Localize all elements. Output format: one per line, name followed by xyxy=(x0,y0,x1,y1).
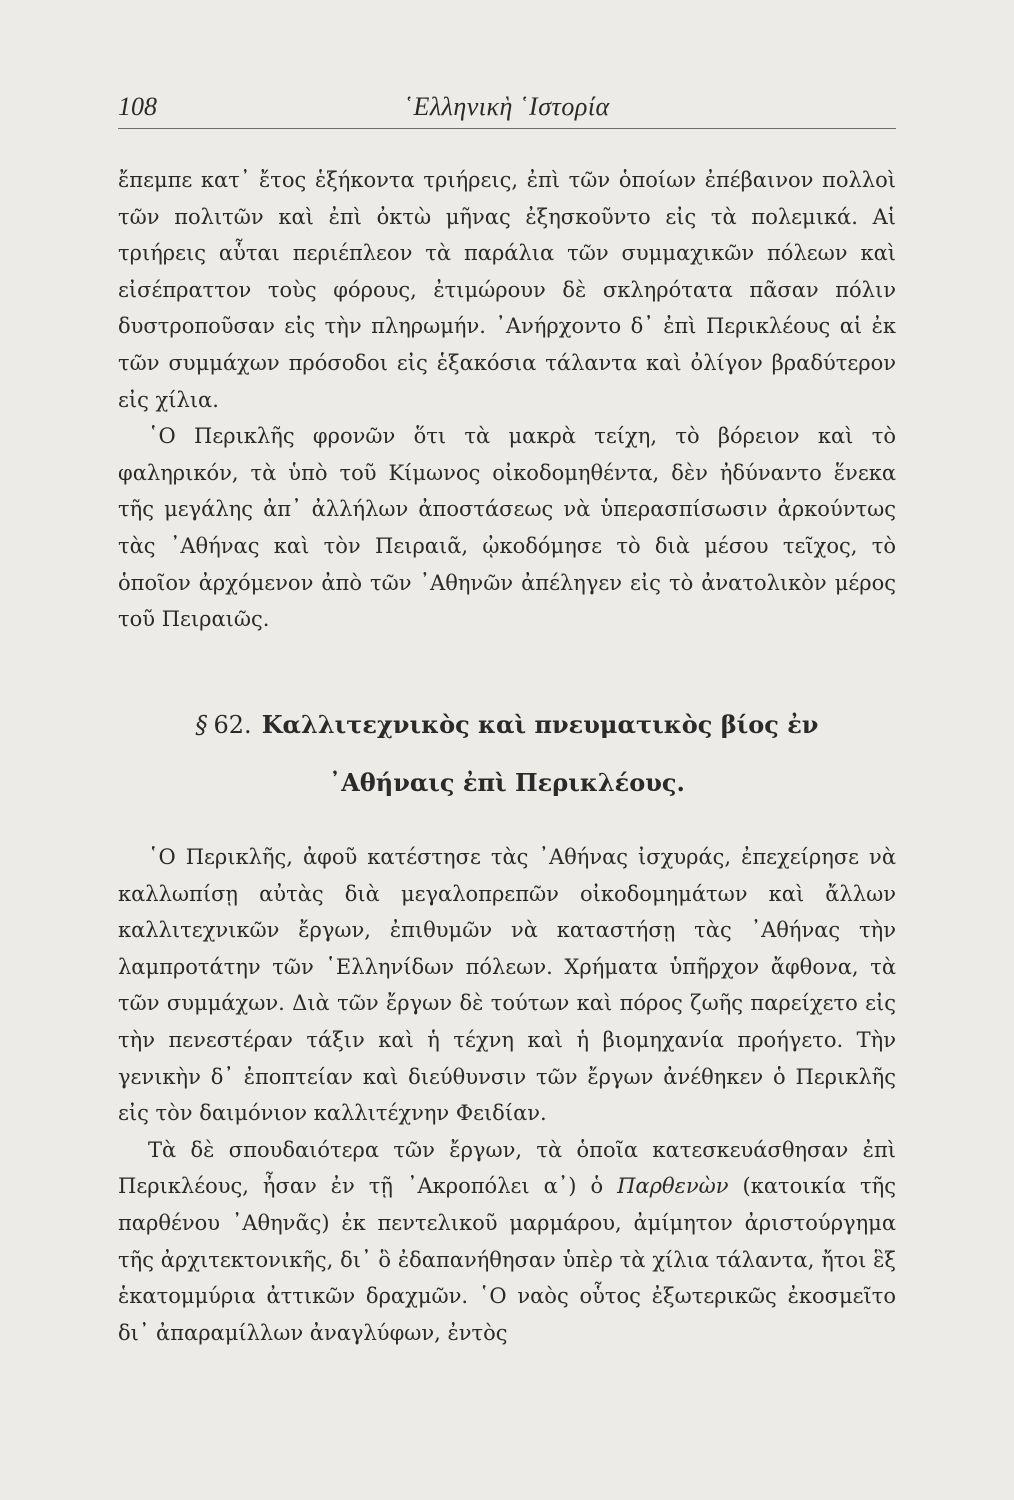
paragraph-pericles-works: ῾Ο Περικλῆς, ἀφοῦ κατέστησε τὰς ᾿Αθήνας ἰσχυράς, ἐπεχείρησε νὰ καλλωπίσῃ αὐτὰς διὰ μεγαλοπρεπῶν οἰκοδομημάτων καὶ ἄλλων καλλιτεχνικῶν ἔργων, ἐπιθυμῶν νὰ καταστήσῃ τὰς ᾿Αθήνας τὴν λαμπροτάτην τῶν ῾Ελληνίδων πόλεων. Χρήματα ὑπῆρχον ἄφθονα, τὰ τῶν συμμάχων. Διὰ τῶν ἔργων δὲ τούτων καὶ πόρος ζωῆς παρείχετο εἰς τὴν πενεστέραν τάξιν καὶ ἡ τέχνη καὶ ἡ βιομηχανία προήγετο. Τὴν γενικὴν δ᾿ ἐποπτείαν καὶ διεύθυνσιν τῶν ἔργων ἀνέθηκεν ὁ Περικλῆς εἰς τὸν δαιμόνιον καλλιτέχνην Φειδίαν. xyxy=(118,845,896,1126)
paragraph-acropolis xyxy=(118,1132,896,1352)
section-heading-line-2 xyxy=(118,754,896,812)
paragraph-continued: ἔπεμπε κατ᾿ ἔτος ἑξήκοντα τριήρεις, ἐπὶ τῶν ὁποίων ἐπέβαινον πολλοὶ τῶν πολιτῶν καὶ ἐπὶ ὀκτὼ μῆνας ἐξησκοῦντο εἰς τὰ πολεμικά. Αἱ τριήρεις αὗται περιέπλεον τὰ παράλια τῶν συμμαχικῶν πόλεων καὶ εἰσέπραττον τοὺς φόρους, ἐτιμώρουν δὲ σκληρότατα πᾶσαν πόλιν δυστροποῦσαν εἰς τὴν πληρωμήν. ᾿Ανήρχοντο δ᾿ ἐπὶ Περικλέους αἱ ἐκ τῶν συμμάχων πρόσοδοι εἰς ἑξακόσια τάλαντα καὶ ὀλίγον βραδύτερον εἰς χίλια. xyxy=(118,168,896,412)
text-block-before-section xyxy=(118,162,896,638)
header-rule xyxy=(118,128,896,129)
section-heading-line-1 xyxy=(118,696,896,754)
parthenon-emphasis: Παρθενὼν xyxy=(617,1174,729,1199)
page-number: 108 xyxy=(118,92,157,121)
text-block-after-section xyxy=(118,839,896,1351)
section-title-line-2: ᾿Αθήναις ἐπὶ Περικλέους. xyxy=(329,768,685,797)
section-mark: § xyxy=(195,711,208,739)
acropolis-text-after: (κατοικία τῆς παρθένου ᾿Αθηνᾶς) ἐκ πεντελικοῦ μαρμάρου, ἀμίμητον ἀριστούργημα τῆς ἀρχιτεκτονικῆς, δι᾿ ὃ ἐδαπανήθησαν ὑπὲρ τὰ χίλια τάλαντα, ἤτοι ἓξ ἑκατομμύρια ἀττικῶν δραχμῶν. ῾Ο ναὸς οὗτος ἐξωτερικῶς ἐκοσμεῖτο δι᾿ ἀπαραμίλλων ἀναγλύφων, ἐντὸς xyxy=(118,1174,896,1345)
section-number: 62. xyxy=(213,711,252,739)
paragraph-long-walls: ῾Ο Περικλῆς φρονῶν ὅτι τὰ μακρὰ τείχη, τὸ βόρειον καὶ τὸ φαληρικόν, τὰ ὑπὸ τοῦ Κίμωνος οἰκοδομηθέντα, δὲν ἠδύναντο ἕνεκα τῆς μεγάλης ἀπ᾿ ἀλλήλων ἀποστάσεως νὰ ὑπερασπίσωσιν ἀρκούντως τὰς ᾿Αθήνας καὶ τὸν Πειραιᾶ, ᾠκοδόμησε τὸ διὰ μέσου τεῖχος, τὸ ὁποῖον ἀρχόμενον ἀπὸ τῶν ᾿Αθηνῶν ἀπέληγεν εἰς τὸ ἀνατολικὸν μέρος τοῦ Πειραιῶς. xyxy=(118,424,896,632)
acropolis-text-before: Τὰ δὲ σπουδαιότερα τῶν ἔργων, τὰ ὁποῖα κατεσκευάσθησαν ἐπὶ Περικλέους, ἦσαν ἐν τῇ ᾿Ακροπόλει α᾿) ὁ xyxy=(118,1137,896,1199)
section-title-line-1: Καλλιτεχνικὸς καὶ πνευματικὸς βίος ἐν xyxy=(261,710,819,739)
running-title: ῾Ελληνικὴ ῾Ιστορία xyxy=(404,92,610,121)
page-header xyxy=(118,92,896,132)
